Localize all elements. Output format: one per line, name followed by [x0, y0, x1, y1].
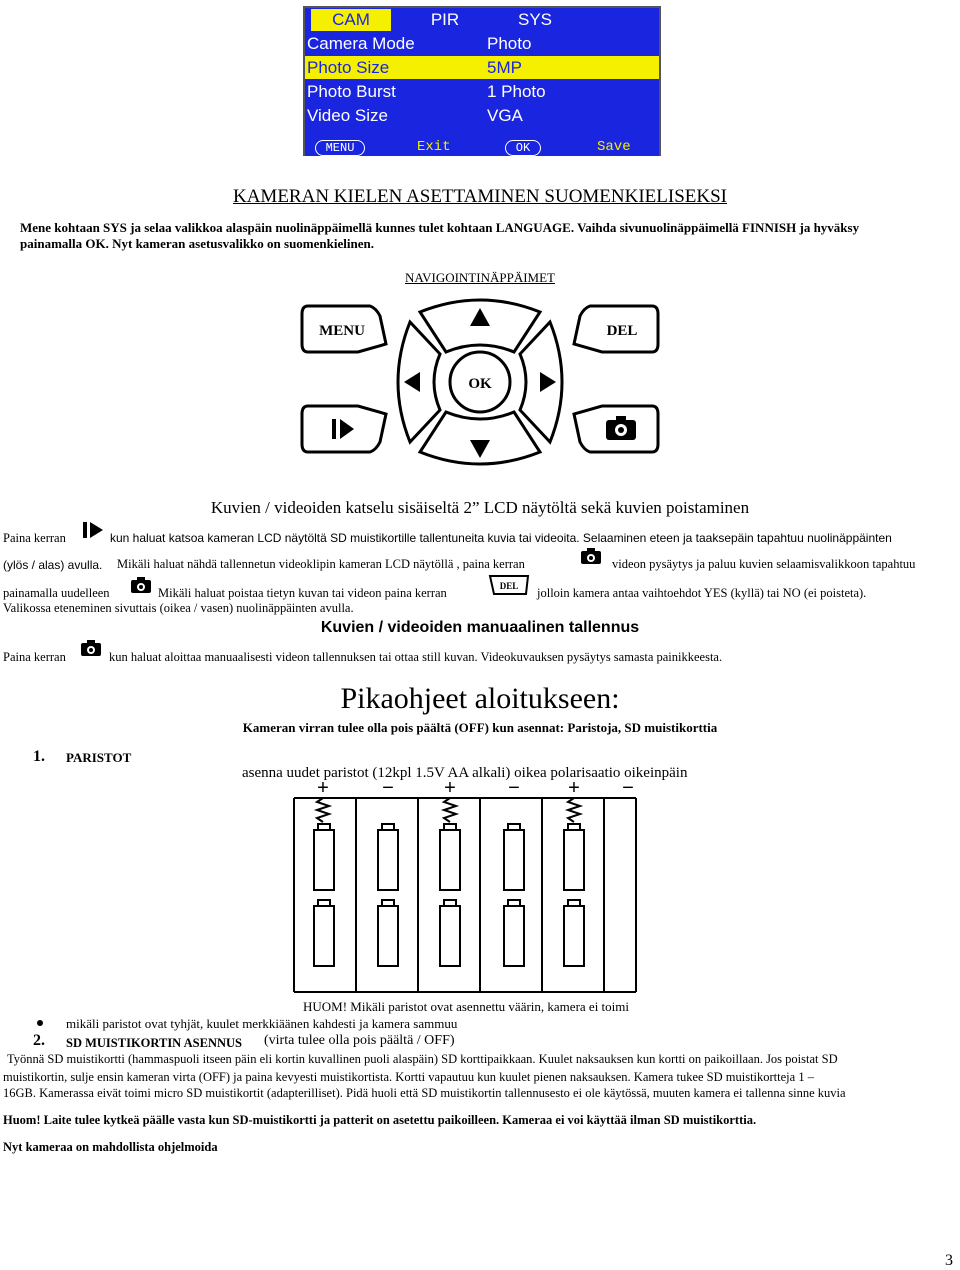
lcd-row-photo-size — [305, 56, 659, 79]
viewing-line-1-start: Paina kerran — [3, 531, 66, 545]
lcd-row-label: Camera Mode — [307, 34, 415, 53]
lcd-row-video-size — [305, 104, 659, 127]
language-heading: KAMERAN KIELEN ASETTAMINEN SUOMENKIELISEKSI — [232, 186, 728, 207]
sd-warning: Huom! Laite tulee kytkeä päälle vasta kun SD-muistikortti ja patterit on asetettu paikoilleen. Kameraa ei voi käyttää ilman SD muistikorttia. — [3, 1113, 757, 1127]
svg-text:DEL: DEL — [499, 581, 519, 591]
language-text-line-1: Mene kohtaan SYS ja selaa valikkoa alaspäin nuolinäppäimellä kunnes tulet kohtaan LANGUAGE. Vaihda sivunuolinäppäimellä FINNISH ja hyväksy — [20, 220, 860, 235]
manual-line-text: kun haluat aloittaa manuaalisesti videon tallennuksen tai ottaa still kuvan. Videokuvauksen pysäytys samasta painikkeesta. — [109, 650, 723, 664]
battery-section-title: PARISTOT — [66, 750, 132, 765]
lcd-row-value: 5MP — [487, 58, 522, 77]
sd-instruction-line-2: muistikortin, sulje ensin kameran virta (OFF) ja paina kevyesti muistikortista. Kortti vapautuu kun kuulet pienen naksauksen. Kamera tukee SD muistikortteja 1 – — [3, 1070, 814, 1084]
lcd-tab-cam: CAM — [311, 9, 391, 31]
battery-sign: + — [317, 780, 329, 799]
lcd-save-label: Save — [597, 139, 631, 155]
bullet-icon — [37, 1020, 43, 1026]
lcd-tab-pir: PIR — [430, 10, 460, 29]
lcd-row-label: Photo Burst — [307, 82, 396, 101]
lcd-row-value: 1 Photo — [487, 82, 546, 101]
battery-instruction: asenna uudet paristot (12kpl 1.5V AA alkali) oikea polarisaatio oikeinpäin — [242, 765, 688, 781]
lcd-exit-label: Exit — [417, 139, 451, 155]
viewing-line-3-text: Mikäli haluat poistaa tietyn kuvan tai videon paina kerran — [158, 586, 447, 600]
navigation-keypad-diagram — [300, 292, 660, 472]
lcd-footer — [305, 138, 659, 156]
sd-instruction-line-3: 16GB. Kamerassa eivät toimi micro SD muistikortit (adapterilliset). Pidä huoli että SD muistikortin tallennusesto ei ole käytössä, muuten kamera ei tallenna sinne kuvia — [3, 1086, 846, 1100]
lcd-row-photo-burst — [305, 80, 659, 103]
lcd-menu-key: MENU — [315, 140, 365, 156]
page-number: 3 — [945, 1252, 953, 1269]
del-key-icon — [486, 574, 532, 598]
quickstart-heading: Pikaohjeet aloitukseen: — [340, 682, 620, 715]
battery-section-number: 1. — [33, 748, 45, 765]
camera-icon — [130, 576, 152, 594]
del-key-label: DEL — [606, 323, 638, 339]
lcd-menu-screenshot — [303, 6, 661, 156]
battery-sign: − — [382, 780, 394, 799]
sd-section-number: 2. — [33, 1032, 45, 1049]
viewing-line-2-start: (ylös / alas) avulla. — [3, 558, 103, 572]
battery-compartment-diagram — [290, 780, 640, 995]
lcd-row-camera-mode — [305, 32, 659, 55]
manual-line-start: Paina kerran — [3, 650, 66, 664]
playback-key — [302, 406, 386, 452]
language-text-line-2: painamalla OK. Nyt kameran asetusvalikko on suomenkielinen. — [20, 236, 374, 251]
del-key — [574, 306, 658, 352]
play-icon — [82, 520, 104, 540]
viewing-line-2-text: Mikäli haluat nähdä tallennetun videoklipin kameran LCD näytöllä , paina kerran — [117, 557, 525, 571]
battery-sign: − — [622, 780, 634, 799]
quickstart-subtitle: Kameran virran tulee olla pois päältä (OFF) kun asennat: Paristoja, SD muistikorttia — [242, 720, 718, 735]
camera-icon — [80, 639, 102, 657]
navigation-keys-heading: NAVIGOINTINÄPPÄIMET — [405, 270, 555, 285]
dpad — [398, 300, 562, 464]
menu-key — [302, 306, 386, 352]
camera-icon — [580, 547, 602, 565]
battery-warning: HUOM! Mikäli paristot ovat asennettu väärin, kamera ei toimi — [303, 999, 629, 1014]
lcd-tab-sys: SYS — [517, 10, 553, 29]
sd-instruction-line-1: Työnnä SD muistikortti (hammaspuoli itseen päin eli kortin kuvallinen puoli alaspäin) SD korttipaikkaan. Kuulet naksauksen kun kortti on paikoillaan. Jos poistat SD — [7, 1052, 838, 1066]
sd-section-title: SD MUISTIKORTIN ASENNUS — [66, 1036, 242, 1050]
battery-sign: + — [568, 780, 580, 799]
lcd-row-value: Photo — [487, 34, 532, 53]
menu-key-label: MENU — [319, 323, 365, 339]
manual-heading: Kuvien / videoiden manuaalinen tallennus — [320, 619, 640, 636]
lcd-row-value: VGA — [487, 106, 523, 125]
battery-empty-note: mikäli paristot ovat tyhjät, kuulet merkkiäänen kahdesti ja kamera sammuu — [66, 1016, 458, 1031]
viewing-heading: Kuvien / videoiden katselu sisäiseltä 2” LCD näytöltä sekä kuvien poistaminen — [210, 498, 750, 517]
programming-note: Nyt kameraa on mahdollista ohjelmoida — [3, 1140, 218, 1154]
lcd-ok-key: OK — [505, 140, 541, 156]
viewing-line-1-text: kun haluat katsoa kameran LCD näytöltä SD muistikortille tallentuneita kuvia tai videoita. Selaaminen eteen ja taaksepäin tapahtuu nuolinäppäinten — [110, 531, 892, 545]
lcd-row-label: Photo Size — [307, 58, 390, 77]
lcd-row-label: Video Size — [307, 106, 388, 125]
sd-section-note: (virta tulee olla pois päältä / OFF) — [264, 1033, 455, 1048]
viewing-line-3-end: jolloin kamera antaa vaihtoehdot YES (kyllä) tai NO (ei poisteta). — [537, 586, 867, 600]
camera-key — [574, 406, 658, 452]
viewing-line-4: Valikossa eteneminen sivuttais (oikea / vasen) nuolinäppäinten avulla. — [3, 601, 354, 615]
battery-sign: − — [508, 780, 520, 799]
viewing-line-3-start: painamalla uudelleen — [3, 586, 110, 600]
battery-sign: + — [444, 780, 456, 799]
ok-key-label: OK — [468, 376, 492, 392]
viewing-line-2-end: videon pysäytys ja paluu kuvien selaamisvalikkoon tapahtuu — [612, 557, 916, 571]
lcd-tab-row — [305, 8, 659, 32]
